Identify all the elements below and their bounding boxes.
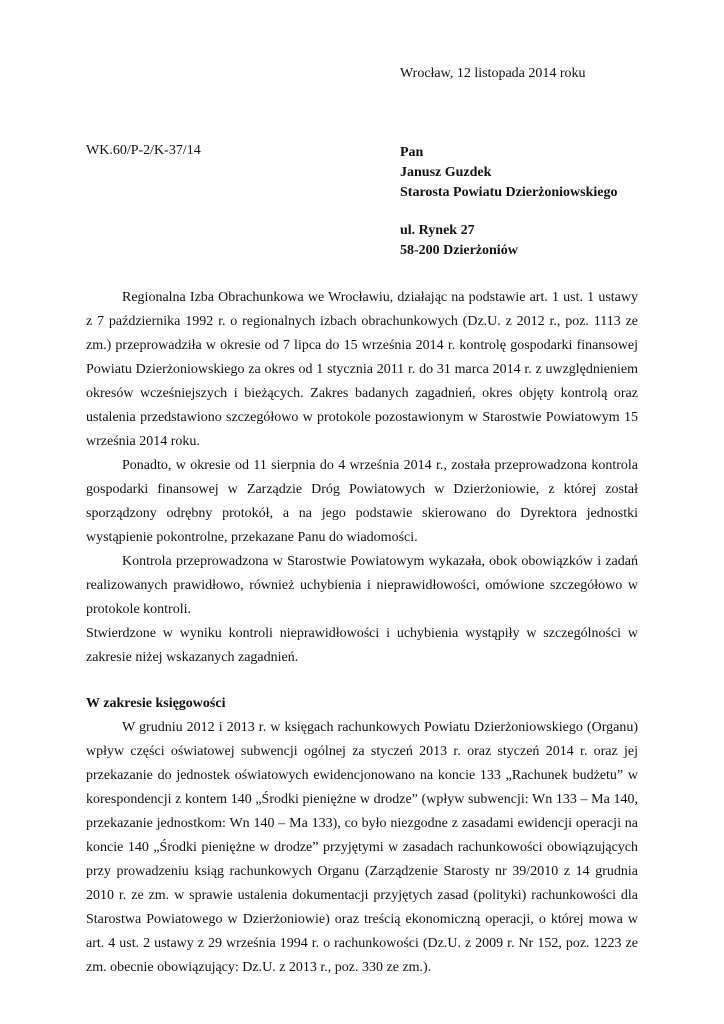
section-heading: W zakresie księgowości bbox=[86, 696, 226, 711]
reference-number: WK.60/P-2/K-37/14 bbox=[86, 143, 201, 158]
paragraph-road-authority: Ponadto, w okresie od 11 sierpnia do 4 września 2014 r., została przeprowadzona kontrola gospodarki finansowej w Zarządzie Dróg Powiatowych w Dzierżoniowie, z której został sporządzony odrębny protokół, a na jego podstawie skierowano do Dyrektora jednostki wystąpienie pokontrolne, przekazane Panu do wiadomości. bbox=[86, 458, 638, 545]
paragraph-findings: Kontrola przeprowadzona w Starostwie Powiatowym wykazała, obok obowiązków i zadań realizowanych prawidłowo, również uchybienia i nieprawidłowości, omówione szczegółowo w protokole kontroli. bbox=[86, 554, 638, 617]
date-line: Wrocław, 12 listopada 2014 roku bbox=[400, 66, 586, 81]
paragraph-irregularities: Stwierdzone w wyniku kontroli nieprawidłowości i uchybienia wystąpiły w szczególności w zakresie niżej wskazanych zagadnień. bbox=[86, 626, 638, 665]
recipient-salutation: Pan bbox=[400, 145, 424, 160]
recipient-street: ul. Rynek 27 bbox=[400, 223, 475, 238]
recipient-name: Janusz Guzdek bbox=[400, 165, 492, 180]
recipient-city: 58-200 Dzierżoniów bbox=[400, 243, 518, 258]
recipient-title: Starosta Powiatu Dzierżoniowskiego bbox=[400, 185, 618, 200]
recipient-address bbox=[400, 143, 618, 261]
paragraph-intro: Regionalna Izba Obrachunkowa we Wrocławiu, działając na podstawie art. 1 ust. 1 ustawy z 7 października 1992 r. o regionalnych izbach obrachunkowych (Dz.U. z 2012 r., poz. 1113 ze zm.) przeprowadziła w okresie od 7 lipca do 15 września 2014 r. kontrolę gospodarki finansowej Powiatu Dzierżoniowskiego za okres od 1 stycznia 2011 r. do 31 marca 2014 r. z uwzględnieniem okresów wcześniejszych i bieżących. Zakres badanych zagadnień, okres objęty kontrolą oraz ustalenia przedstawiono szczegółowo w protokole pozostawionym w Starostwie Powiatowym 15 września 2014 roku. bbox=[86, 290, 638, 449]
section-paragraph: W grudniu 2012 i 2013 r. w księgach rachunkowych Powiatu Dzierżoniowskiego (Organu) wpływ części oświatowej subwencji ogólnej za styczeń 2013 r. oraz styczeń 2014 r. oraz jej przekazanie do jednostek oświatowych ewidencjonowano na koncie 133 „Rachunek budżetu” w korespondencji z kontem 140 „Środki pieniężne w drodze” (wpływ subwencji: Wn 133 – Ma 140, przekazanie jednostkom: Wn 140 – Ma 133), co było niezgodne z zasadami ewidencji operacji na koncie 140 „Środki pieniężne w drodze” przyjętymi w zasadach rachunkowości obowiązujących przy prowadzeniu ksiąg rachunkowych Organu (Zarządzenie Starosty nr 39/2010 z 14 grudnia 2010 r. ze zm. w sprawie ustalenia dokumentacji przyjętych zasad (polityki) rachunkowości dla Starostwa Powiatowego w Dzierżoniowie) oraz treścią ekonomiczną operacji, o której mowa w art. 4 ust. 2 ustawy z 29 września 1994 r. o rachunkowości (Dz.U. z 2009 r. Nr 152, poz. 1223 ze zm. obecnie obowiązujący: Dz.U. z 2013 r., poz. 330 ze zm.). bbox=[86, 720, 638, 975]
letter-body bbox=[86, 286, 638, 980]
